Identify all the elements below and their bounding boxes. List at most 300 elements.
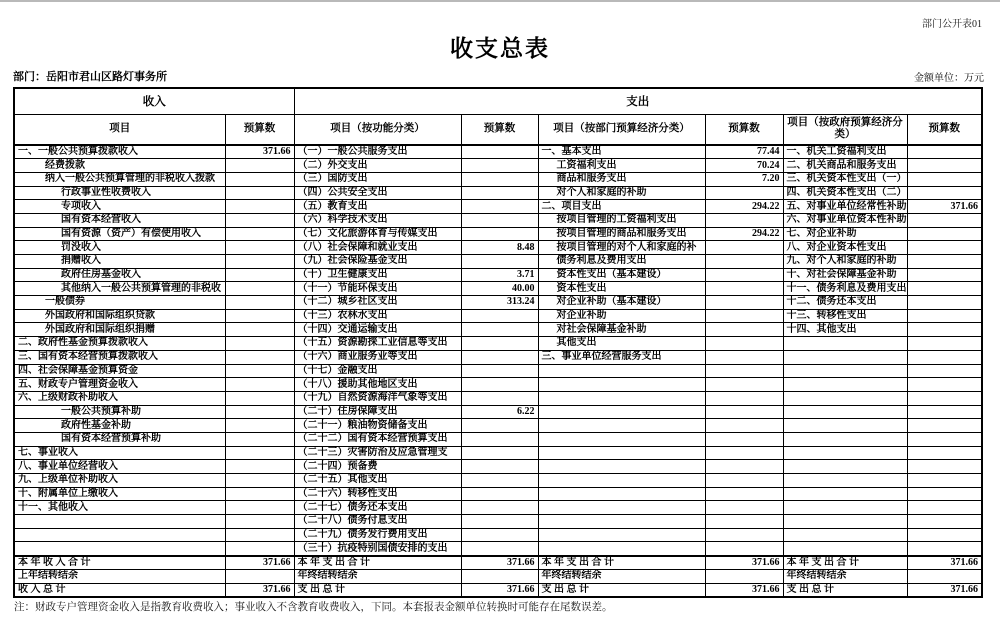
- budget-value-cell: 77.44: [705, 145, 783, 159]
- budget-value-cell: [907, 255, 982, 269]
- budget-value-cell: [705, 309, 783, 323]
- item-label-cell: （二十四）预备费: [294, 460, 461, 474]
- item-label-cell: 政府性基金补助: [14, 419, 225, 433]
- item-label-cell: [538, 378, 705, 392]
- item-label-cell: 年终结转结余: [294, 569, 461, 583]
- item-label-cell: 政府住房基金收入: [14, 268, 225, 282]
- budget-value-cell: [705, 241, 783, 255]
- item-label-cell: [538, 446, 705, 460]
- budget-value-cell: [705, 268, 783, 282]
- budget-value-cell: [705, 364, 783, 378]
- budget-value-cell: [907, 501, 982, 515]
- budget-value-cell: [705, 405, 783, 419]
- budget-value-cell: 294.22: [705, 227, 783, 241]
- total-row: [14, 569, 982, 583]
- item-label-cell: [783, 391, 907, 405]
- budget-value-cell: [705, 460, 783, 474]
- amount-unit-label: 金额单位：万元: [914, 73, 984, 84]
- budget-value-cell: [705, 569, 783, 583]
- budget-value-cell: [907, 405, 982, 419]
- budget-value-cell: [461, 515, 538, 529]
- item-label-cell: 三、机关资本性支出（一）: [783, 172, 907, 186]
- budget-value-cell: [907, 186, 982, 200]
- item-label-cell: （十一）节能环保支出: [294, 282, 461, 296]
- budget-value-cell: [705, 186, 783, 200]
- item-label-cell: [538, 364, 705, 378]
- table-row: [14, 145, 982, 159]
- table-row: [14, 337, 982, 351]
- budget-value-cell: [225, 419, 294, 433]
- expense-group-header: 支出: [294, 88, 982, 114]
- budget-value-cell: [907, 268, 982, 282]
- budget-value-cell: [907, 569, 982, 583]
- item-label-cell: 四、社会保障基金预算资金: [14, 364, 225, 378]
- budget-value-cell: [907, 172, 982, 186]
- item-label-cell: 按项目管理的对个人和家庭的补: [538, 241, 705, 255]
- item-label-cell: [538, 460, 705, 474]
- budget-value-cell: 371.66: [461, 583, 538, 597]
- budget-value-cell: [907, 446, 982, 460]
- col-header-functional-budget: 预算数: [461, 114, 538, 145]
- item-label-cell: [783, 405, 907, 419]
- budget-value-cell: [225, 282, 294, 296]
- item-label-cell: 外国政府和国际组织捐赠: [14, 323, 225, 337]
- item-label-cell: [783, 364, 907, 378]
- budget-value-cell: [225, 213, 294, 227]
- budget-value-cell: [225, 487, 294, 501]
- item-label-cell: 对社会保障基金补助: [538, 323, 705, 337]
- table-row: [14, 186, 982, 200]
- budget-value-cell: [907, 528, 982, 542]
- item-label-cell: （二十）住房保障支出: [294, 405, 461, 419]
- budget-value-cell: [907, 515, 982, 529]
- item-label-cell: 专项收入: [14, 200, 225, 214]
- item-label-cell: 年终结转结余: [538, 569, 705, 583]
- item-label-cell: （三十）抗疫特别国债安排的支出: [294, 542, 461, 556]
- item-label-cell: [14, 542, 225, 556]
- table-row: [14, 268, 982, 282]
- budget-value-cell: [705, 282, 783, 296]
- item-label-cell: 本 年 支 出 合 计: [538, 556, 705, 570]
- budget-value-cell: 3.71: [461, 268, 538, 282]
- budget-value-cell: [705, 337, 783, 351]
- budget-value-cell: [225, 460, 294, 474]
- item-label-cell: [538, 515, 705, 529]
- budget-value-cell: [907, 378, 982, 392]
- budget-value-cell: [461, 528, 538, 542]
- table-row: [14, 542, 982, 556]
- item-label-cell: [783, 487, 907, 501]
- table-row: [14, 419, 982, 433]
- item-label-cell: 十三、转移性支出: [783, 309, 907, 323]
- budget-value-cell: [225, 474, 294, 488]
- meta-row: [13, 68, 984, 84]
- item-label-cell: [783, 432, 907, 446]
- budget-value-cell: 371.66: [461, 556, 538, 570]
- budget-value-cell: [225, 337, 294, 351]
- item-label-cell: 十二、债务还本支出: [783, 296, 907, 310]
- budget-value-cell: [461, 487, 538, 501]
- department-label: 部门：岳阳市君山区路灯事务所: [13, 71, 167, 83]
- table-row: [14, 446, 982, 460]
- item-label-cell: [783, 528, 907, 542]
- item-label-cell: [538, 432, 705, 446]
- table-row: [14, 391, 982, 405]
- item-label-cell: 对个人和家庭的补助: [538, 186, 705, 200]
- item-label-cell: （二十三）灾害防治及应急管理支: [294, 446, 461, 460]
- item-label-cell: [783, 378, 907, 392]
- item-label-cell: （三）国防支出: [294, 172, 461, 186]
- budget-value-cell: [907, 460, 982, 474]
- item-label-cell: [783, 474, 907, 488]
- col-header-gov-economic-budget: 预算数: [907, 114, 982, 145]
- item-label-cell: 债务利息及费用支出: [538, 255, 705, 269]
- item-label-cell: （四）公共安全支出: [294, 186, 461, 200]
- budget-value-cell: [705, 419, 783, 433]
- budget-value-cell: [225, 542, 294, 556]
- table-row: [14, 350, 982, 364]
- budget-value-cell: [907, 350, 982, 364]
- item-label-cell: [783, 501, 907, 515]
- budget-value-cell: [907, 227, 982, 241]
- budget-value-cell: [907, 159, 982, 173]
- budget-value-cell: [225, 255, 294, 269]
- item-label-cell: 按项目管理的商品和服务支出: [538, 227, 705, 241]
- item-label-cell: 二、项目支出: [538, 200, 705, 214]
- item-label-cell: 罚没收入: [14, 241, 225, 255]
- item-label-cell: 经费拨款: [14, 159, 225, 173]
- budget-value-cell: [461, 501, 538, 515]
- item-label-cell: （十二）城乡社区支出: [294, 296, 461, 310]
- item-label-cell: 本 年 支 出 合 计: [294, 556, 461, 570]
- table-row: [14, 378, 982, 392]
- scan-artifact-line: [0, 0, 1000, 2]
- footnote: 注：财政专户管理资金收入是指教育收费收入；事业收入不含教育收费收入，下同。本套报表金额单位转换时可能存在尾数误差。: [14, 602, 613, 613]
- budget-value-cell: [461, 474, 538, 488]
- budget-value-cell: [461, 419, 538, 433]
- item-label-cell: [14, 515, 225, 529]
- budget-value-cell: [907, 296, 982, 310]
- budget-value-cell: [705, 474, 783, 488]
- budget-value-cell: [225, 501, 294, 515]
- budget-value-cell: 6.22: [461, 405, 538, 419]
- table-row: [14, 213, 982, 227]
- budget-value-cell: [705, 255, 783, 269]
- item-label-cell: 对企业补助（基本建设）: [538, 296, 705, 310]
- item-label-cell: 十、附属单位上缴收入: [14, 487, 225, 501]
- item-label-cell: 六、上级财政补助收入: [14, 391, 225, 405]
- budget-value-cell: 371.66: [225, 583, 294, 597]
- budget-value-cell: [907, 364, 982, 378]
- item-label-cell: （二）外交支出: [294, 159, 461, 173]
- budget-value-cell: [907, 145, 982, 159]
- budget-value-cell: [225, 227, 294, 241]
- table-row: [14, 309, 982, 323]
- table-head: [14, 88, 982, 145]
- item-label-cell: 纳入一般公共预算管理的非税收入拨款: [14, 172, 225, 186]
- budget-value-cell: [461, 200, 538, 214]
- budget-value-cell: [907, 309, 982, 323]
- item-label-cell: [538, 487, 705, 501]
- table-row: [14, 432, 982, 446]
- budget-value-cell: 7.20: [705, 172, 783, 186]
- item-label-cell: 八、对企业资本性支出: [783, 241, 907, 255]
- budget-value-cell: [225, 350, 294, 364]
- budget-value-cell: [461, 446, 538, 460]
- item-label-cell: （八）社会保障和就业支出: [294, 241, 461, 255]
- budget-value-cell: [907, 391, 982, 405]
- item-label-cell: [783, 350, 907, 364]
- item-label-cell: 一般债券: [14, 296, 225, 310]
- table-row: [14, 323, 982, 337]
- budget-value-cell: [461, 460, 538, 474]
- total-row: [14, 583, 982, 597]
- item-label-cell: [783, 446, 907, 460]
- table-row: [14, 282, 982, 296]
- budget-value-cell: [225, 432, 294, 446]
- item-label-cell: 八、事业单位经营收入: [14, 460, 225, 474]
- budget-value-cell: [225, 241, 294, 255]
- budget-value-cell: [705, 542, 783, 556]
- item-label-cell: （十五）资源勘探工业信息等支出: [294, 337, 461, 351]
- group-header-row: [14, 88, 982, 114]
- item-label-cell: [783, 460, 907, 474]
- budget-value-cell: [461, 323, 538, 337]
- table-row: [14, 515, 982, 529]
- item-label-cell: （十）卫生健康支出: [294, 268, 461, 282]
- item-label-cell: 七、事业收入: [14, 446, 225, 460]
- item-label-cell: （十四）交通运输支出: [294, 323, 461, 337]
- table-row: [14, 460, 982, 474]
- item-label-cell: 其他支出: [538, 337, 705, 351]
- col-header-gov-economic-item: 项目（按政府预算经济分类）: [783, 114, 907, 145]
- item-label-cell: [538, 474, 705, 488]
- table-row: [14, 172, 982, 186]
- budget-value-cell: [907, 432, 982, 446]
- item-label-cell: 商品和服务支出: [538, 172, 705, 186]
- budget-value-cell: [461, 337, 538, 351]
- item-label-cell: （二十一）粮油物资储备支出: [294, 419, 461, 433]
- item-label-cell: [538, 419, 705, 433]
- item-label-cell: 三、国有资本经营预算拨款收入: [14, 350, 225, 364]
- budget-value-cell: 371.66: [907, 583, 982, 597]
- budget-value-cell: 371.66: [225, 556, 294, 570]
- item-label-cell: 十四、其他支出: [783, 323, 907, 337]
- item-label-cell: 工资福利支出: [538, 159, 705, 173]
- item-label-cell: （二十六）转移性支出: [294, 487, 461, 501]
- item-label-cell: 一般公共预算补助: [14, 405, 225, 419]
- budget-value-cell: [225, 296, 294, 310]
- table-row: [14, 296, 982, 310]
- budget-value-cell: [705, 432, 783, 446]
- budget-value-cell: [907, 542, 982, 556]
- budget-value-cell: [225, 528, 294, 542]
- item-label-cell: （二十八）债务付息支出: [294, 515, 461, 529]
- form-number-label: 部门公开表01: [922, 19, 982, 30]
- budget-value-cell: [225, 364, 294, 378]
- budget-value-cell: [705, 515, 783, 529]
- item-label-cell: [538, 542, 705, 556]
- budget-value-cell: 8.48: [461, 241, 538, 255]
- budget-value-cell: [907, 241, 982, 255]
- column-header-row: [14, 114, 982, 145]
- budget-value-cell: [705, 501, 783, 515]
- budget-value-cell: [461, 255, 538, 269]
- budget-value-cell: 371.66: [705, 556, 783, 570]
- item-label-cell: 资本性支出: [538, 282, 705, 296]
- budget-value-cell: [907, 282, 982, 296]
- item-label-cell: 三、事业单位经营服务支出: [538, 350, 705, 364]
- item-label-cell: 五、对事业单位经常性补助: [783, 200, 907, 214]
- budget-value-cell: [907, 213, 982, 227]
- table-row: [14, 364, 982, 378]
- item-label-cell: 十、对社会保障基金补助: [783, 268, 907, 282]
- budget-value-cell: [225, 391, 294, 405]
- budget-value-cell: [461, 159, 538, 173]
- item-label-cell: 国有资源（资产）有偿使用收入: [14, 227, 225, 241]
- item-label-cell: 二、政府性基金预算拨款收入: [14, 337, 225, 351]
- budget-value-cell: 294.22: [705, 200, 783, 214]
- item-label-cell: （十三）农林水支出: [294, 309, 461, 323]
- item-label-cell: [783, 419, 907, 433]
- budget-value-cell: [225, 172, 294, 186]
- item-label-cell: [783, 515, 907, 529]
- budget-value-cell: [461, 391, 538, 405]
- budget-value-cell: [461, 432, 538, 446]
- item-label-cell: （十六）商业服务业等支出: [294, 350, 461, 364]
- budget-value-cell: [705, 213, 783, 227]
- item-label-cell: （二十二）国有资本经营预算支出: [294, 432, 461, 446]
- budget-value-cell: [461, 227, 538, 241]
- item-label-cell: （十七）金融支出: [294, 364, 461, 378]
- budget-value-cell: [461, 542, 538, 556]
- item-label-cell: [783, 542, 907, 556]
- item-label-cell: （十九）自然资源海洋气象等支出: [294, 391, 461, 405]
- item-label-cell: 国有资本经营收入: [14, 213, 225, 227]
- item-label-cell: 按项目管理的工资福利支出: [538, 213, 705, 227]
- budget-value-cell: [705, 391, 783, 405]
- table-row: [14, 159, 982, 173]
- income-group-header: 收入: [14, 88, 294, 114]
- budget-value-cell: [705, 350, 783, 364]
- item-label-cell: 一、机关工资福利支出: [783, 145, 907, 159]
- item-label-cell: （二十七）债务还本支出: [294, 501, 461, 515]
- budget-value-cell: [907, 474, 982, 488]
- budget-value-cell: [907, 323, 982, 337]
- item-label-cell: （一）一般公共服务支出: [294, 145, 461, 159]
- item-label-cell: 资本性支出（基本建设）: [538, 268, 705, 282]
- table-body: [14, 145, 982, 556]
- budget-value-cell: [225, 378, 294, 392]
- table-row: [14, 501, 982, 515]
- item-label-cell: （二十五）其他支出: [294, 474, 461, 488]
- budget-value-cell: [461, 364, 538, 378]
- item-label-cell: 对企业补助: [538, 309, 705, 323]
- col-header-income-budget: 预算数: [225, 114, 294, 145]
- item-label-cell: 支 出 总 计: [538, 583, 705, 597]
- budget-value-cell: [705, 487, 783, 501]
- item-label-cell: [783, 337, 907, 351]
- item-label-cell: 其他纳入一般公共预算管理的非税收: [14, 282, 225, 296]
- item-label-cell: [538, 528, 705, 542]
- item-label-cell: 国有资本经营预算补助: [14, 432, 225, 446]
- item-label-cell: （七）文化旅游体育与传媒支出: [294, 227, 461, 241]
- item-label-cell: 七、对企业补助: [783, 227, 907, 241]
- item-label-cell: 一、基本支出: [538, 145, 705, 159]
- item-label-cell: 十一、债务利息及费用支出: [783, 282, 907, 296]
- budget-value-cell: [907, 419, 982, 433]
- col-header-income-item: 项目: [14, 114, 225, 145]
- budget-value-cell: [461, 350, 538, 364]
- budget-value-cell: [225, 446, 294, 460]
- item-label-cell: 四、机关资本性支出（二）: [783, 186, 907, 200]
- budget-value-cell: 371.66: [225, 145, 294, 159]
- item-label-cell: （五）教育支出: [294, 200, 461, 214]
- budget-value-cell: [461, 172, 538, 186]
- table-row: [14, 487, 982, 501]
- item-label-cell: （十八）援助其他地区支出: [294, 378, 461, 392]
- table-row: [14, 528, 982, 542]
- item-label-cell: [538, 405, 705, 419]
- table-row: [14, 255, 982, 269]
- item-label-cell: 二、机关商品和服务支出: [783, 159, 907, 173]
- budget-value-cell: 371.66: [907, 200, 982, 214]
- item-label-cell: 捐赠收入: [14, 255, 225, 269]
- col-header-dept-economic-budget: 预算数: [705, 114, 783, 145]
- budget-value-cell: [461, 213, 538, 227]
- item-label-cell: 上年结转结余: [14, 569, 225, 583]
- item-label-cell: [538, 501, 705, 515]
- item-label-cell: 九、对个人和家庭的补助: [783, 255, 907, 269]
- table-row: [14, 200, 982, 214]
- budget-value-cell: 313.24: [461, 296, 538, 310]
- col-header-dept-economic-item: 项目（按部门预算经济分类）: [538, 114, 705, 145]
- item-label-cell: 年终结转结余: [783, 569, 907, 583]
- col-header-functional-item: 项目（按功能分类）: [294, 114, 461, 145]
- budget-value-cell: 70.24: [705, 159, 783, 173]
- income-expense-summary-table: [13, 87, 983, 598]
- budget-value-cell: [225, 159, 294, 173]
- item-label-cell: 支 出 总 计: [783, 583, 907, 597]
- table-row: [14, 474, 982, 488]
- budget-value-cell: [705, 378, 783, 392]
- item-label-cell: （九）社会保险基金支出: [294, 255, 461, 269]
- total-row: [14, 556, 982, 570]
- page-title: 收支总表: [450, 36, 550, 61]
- budget-value-cell: [461, 309, 538, 323]
- budget-value-cell: [461, 378, 538, 392]
- item-label-cell: 九、上级单位补助收入: [14, 474, 225, 488]
- table-foot: [14, 556, 982, 597]
- budget-value-cell: [225, 268, 294, 282]
- budget-value-cell: 371.66: [907, 556, 982, 570]
- budget-value-cell: [461, 186, 538, 200]
- item-label-cell: [538, 391, 705, 405]
- budget-value-cell: 40.00: [461, 282, 538, 296]
- budget-value-cell: [705, 528, 783, 542]
- budget-value-cell: [225, 200, 294, 214]
- budget-value-cell: [907, 337, 982, 351]
- table-row: [14, 227, 982, 241]
- budget-value-cell: [225, 569, 294, 583]
- item-label-cell: 本 年 支 出 合 计: [783, 556, 907, 570]
- table-row: [14, 405, 982, 419]
- item-label-cell: 五、财政专户管理资金收入: [14, 378, 225, 392]
- budget-value-cell: [225, 309, 294, 323]
- budget-value-cell: [225, 186, 294, 200]
- item-label-cell: 本 年 收 入 合 计: [14, 556, 225, 570]
- budget-value-cell: [705, 446, 783, 460]
